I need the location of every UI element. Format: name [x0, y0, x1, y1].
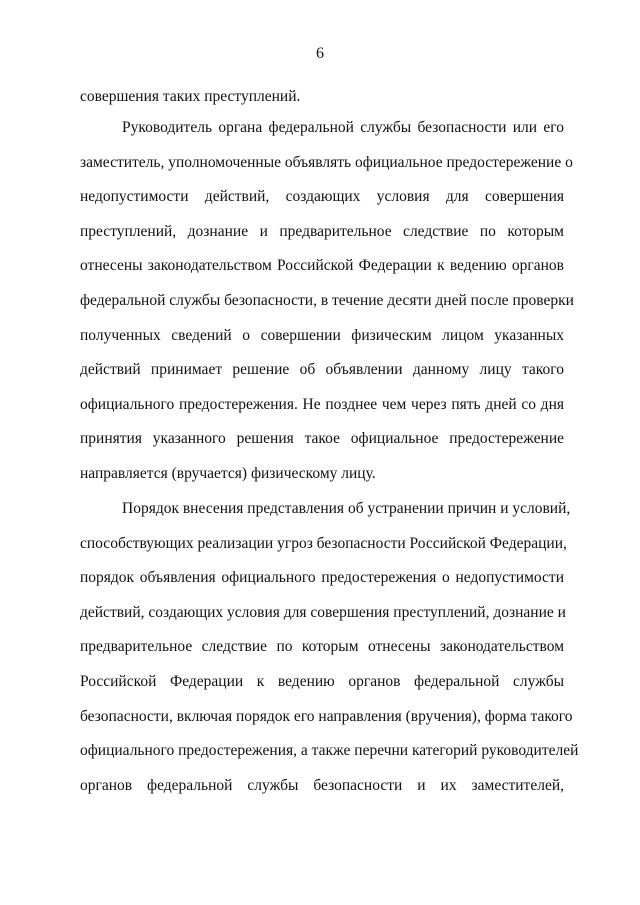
- text-line: преступлений, дознание и предварительное следствие по которым: [80, 222, 564, 240]
- paragraph-official-warning-procedure: [80, 111, 574, 492]
- text-line: безопасности, включая порядок его направления (вручения), форма такого: [80, 707, 573, 725]
- text-line: Руководитель органа федеральной службы безопасности или его: [122, 119, 564, 136]
- text-line: направляется (вручается) физическому лицу.: [80, 464, 376, 482]
- text-line: Порядок внесения представления об устранении причин и условий,: [122, 500, 571, 517]
- text-line: совершения таких преступлений.: [80, 88, 301, 105]
- page-number: 6: [316, 45, 324, 62]
- text-line: предварительное следствие по которым отнесены законодательством: [80, 638, 564, 656]
- text-line: Российской Федерации к ведению органов федеральной службы: [80, 672, 564, 690]
- text-line: официального предостережения, а также перечни категорий руководителей: [80, 742, 579, 760]
- paragraph-representation-procedure: [80, 492, 579, 803]
- paragraph-continuation: [80, 80, 564, 115]
- text-line: отнесены законодательством Российской Федерации к ведению органов: [80, 257, 564, 275]
- text-line: способствующих реализации угроз безопасности Российской Федерации,: [80, 534, 567, 552]
- text-line: федеральной службы безопасности, в течение десяти дней после проверки: [80, 291, 574, 309]
- text-line: полученных сведений о совершении физическим лицом указанных: [80, 326, 564, 344]
- text-line: действий принимает решение об объявлении данному лицу такого: [80, 361, 564, 379]
- text-line: порядок объявления официального предостережения о недопустимости: [80, 569, 564, 587]
- text-line: официального предостережения. Не позднее чем через пять дней со дня: [80, 395, 564, 413]
- text-line: заместитель, уполномоченные объявлять официальное предостережение о: [80, 153, 573, 171]
- text-line: недопустимости действий, создающих условия для совершения: [80, 188, 564, 206]
- text-line: действий, создающих условия для совершения преступлений, дознание и: [80, 603, 566, 621]
- text-line: принятия указанного решения такое официальное предостережение: [80, 430, 564, 448]
- text-line: органов федеральной службы безопасности и их заместителей,: [80, 776, 564, 794]
